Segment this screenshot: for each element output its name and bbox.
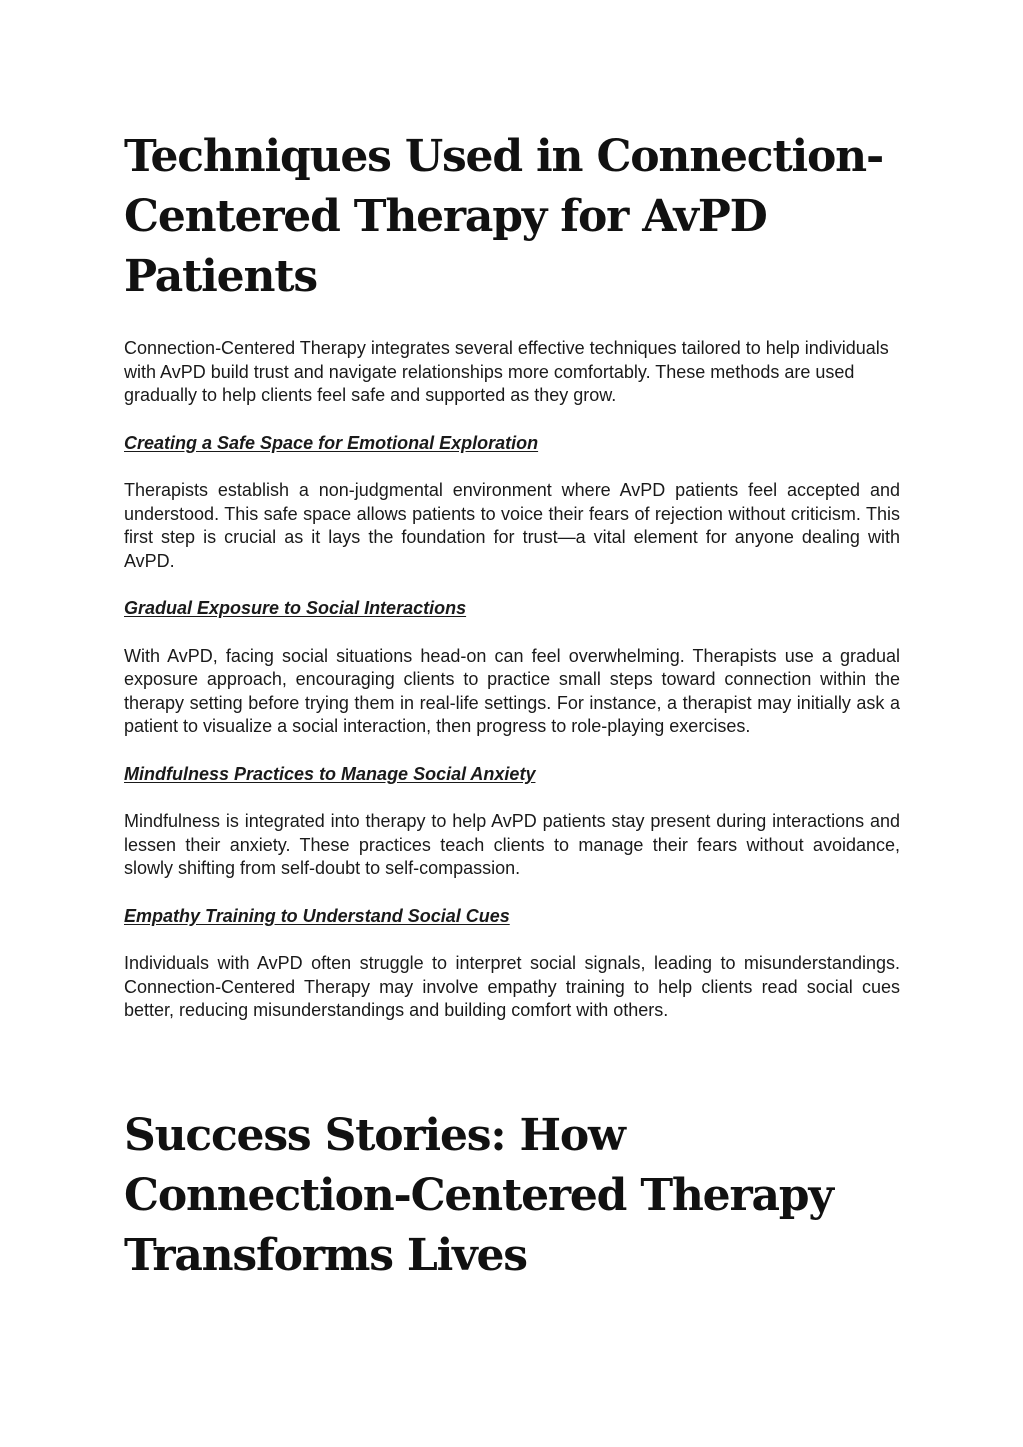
subheading-safe-space: Creating a Safe Space for Emotional Exploration — [124, 432, 539, 453]
paragraph-safe-space: Therapists establish a non-judgmental environment where AvPD patients feel accepted and understood. This safe space allows patients to voice their fears of rejection without criticism. This first step is crucial as it lays the foundation for trust—a vital element for anyone dealing with AvPD. — [124, 480, 900, 571]
paragraph-empathy-training: Individuals with AvPD often struggle to interpret social signals, leading to misunderstandings. Connection-Centered Therapy may involve empathy training to help clients read social cues better, reducing misunderstandings and building comfort with others. — [124, 953, 900, 1020]
section-heading-techniques: Techniques Used in Connection-Centered Therapy for AvPD Patients — [124, 131, 884, 302]
document-page — [124, 0, 900, 1286]
subheading-mindfulness: Mindfulness Practices to Manage Social Anxiety — [124, 763, 536, 784]
paragraph-gradual-exposure: With AvPD, facing social situations head-on can feel overwhelming. Therapists use a gradual exposure approach, encouraging clients to practice small steps toward connection within the therapy setting before trying them in real-life settings. For instance, a therapist may initially ask a patient to visualize a social interaction, then progress to role-playing exercises. — [124, 645, 900, 736]
intro-paragraph: Connection-Centered Therapy integrates several effective techniques tailored to help individuals with AvPD build trust and navigate relationships more comfortably. These methods are used gradually to help clients feel safe and supported as they grow. — [124, 338, 889, 405]
paragraph-mindfulness: Mindfulness is integrated into therapy to help AvPD patients stay present during interactions and lessen their anxiety. These practices teach clients to manage their fears without avoidance, slowly shifting from self-doubt to self-compassion. — [124, 811, 900, 878]
section-heading-success-stories: Success Stories: How Connection-Centered Therapy Transforms Lives — [124, 1109, 833, 1281]
subheading-empathy-training: Empathy Training to Understand Social Cues — [124, 905, 510, 926]
subheading-gradual-exposure: Gradual Exposure to Social Interactions — [124, 598, 467, 618]
